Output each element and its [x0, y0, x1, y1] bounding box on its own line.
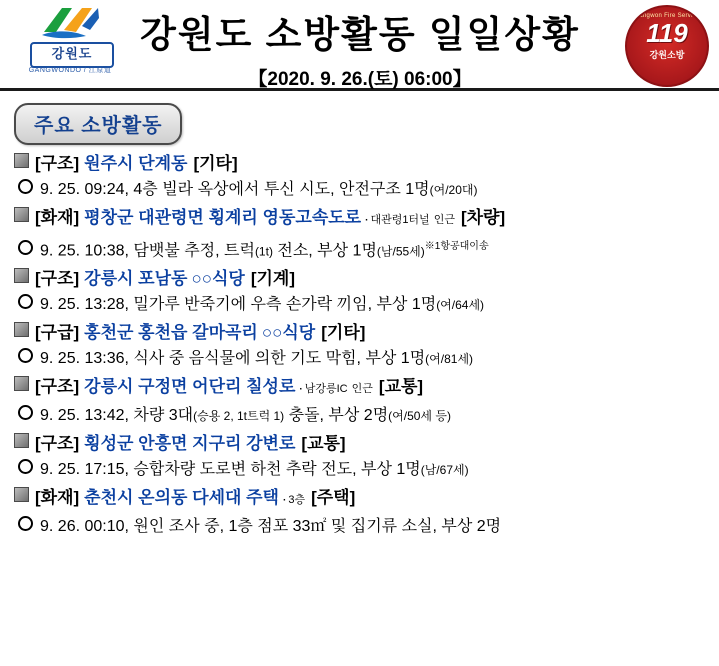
list-item — [14, 320, 711, 372]
entry-detail — [14, 177, 711, 203]
bullet-circle-icon — [18, 179, 33, 194]
entry-category: [구조] — [35, 269, 80, 289]
entry-detail — [14, 292, 711, 318]
bullet-square-icon — [14, 268, 29, 283]
entry-place: 춘천시 온의동 다세대 주택 — [84, 488, 279, 508]
bullet-square-icon — [14, 207, 29, 222]
activity-list — [0, 151, 719, 540]
fire-logo-bottom-text: 강원소방 — [649, 50, 685, 60]
list-item — [14, 205, 711, 264]
entry-place: 강릉시 포남동 — [84, 269, 188, 289]
entry-detail-text: 9. 25. 13:42, 차량 3대 — [40, 407, 194, 425]
entry-place: 홍천군 홍천읍 갈마곡리 — [84, 323, 258, 343]
entry-detail-text: 9. 26. 00:10, 원인 조사 중, 1층 점포 33㎡ 및 집기류 소실, 부상 2명 — [40, 518, 502, 536]
entry-place-secondary: ○○식당 — [191, 269, 245, 289]
entry-place-note: 3층 — [288, 494, 306, 507]
entry-place-note-mark: · — [365, 215, 369, 226]
entry-place-note: 남강릉IC — [304, 383, 348, 396]
entry-detail-text: 9. 25. 10:38, 담뱃불 추정, 트럭 — [40, 242, 255, 260]
bullet-circle-icon — [18, 405, 33, 420]
bullet-square-icon — [14, 487, 29, 502]
entry-detail-suffix: (여/20대) — [429, 183, 478, 197]
entry-tag: [교통] — [301, 434, 346, 454]
entry-detail-note: ※1항공대이송 — [424, 241, 489, 252]
entry-place: 강릉시 구정면 어단리 칠성로 — [84, 377, 296, 397]
entry-place-note-tail: 인근 — [433, 214, 455, 226]
entry-detail-mid2: 전소, 부상 1명 — [272, 242, 377, 260]
document-header — [0, 0, 719, 91]
report-datetime: 【2020. 9. 26.(토) 06:00】 — [248, 69, 472, 90]
entry-category: [구조] — [35, 154, 80, 173]
entry-headline — [14, 374, 711, 403]
section-header — [14, 103, 719, 145]
page-title: 강원도 소방활동 일일상황 — [140, 14, 580, 55]
entry-headline — [14, 151, 711, 177]
bullet-circle-icon — [18, 516, 33, 531]
gangwondo-emblem-icon — [42, 6, 100, 40]
entry-place-note-tail: 인근 — [351, 383, 373, 396]
list-item — [14, 431, 711, 483]
entry-detail-mid: (승용 2, 1t트럭 1) — [193, 409, 285, 424]
bullet-square-icon — [14, 322, 29, 337]
entry-detail-text: 9. 25. 13:36, 식사 중 음식물에 의한 기도 막힘, 부상 1명 — [40, 350, 426, 368]
entry-detail-text: 9. 25. 17:15, 승합차량 도로변 하천 추락 전도, 부상 1명 — [40, 461, 421, 479]
entry-detail-mid2: 충돌, 부상 2명 — [284, 407, 389, 425]
list-item — [14, 485, 711, 540]
entry-detail — [14, 234, 711, 264]
bullet-circle-icon — [18, 459, 33, 474]
entry-place-secondary: ○○식당 — [261, 323, 316, 343]
entry-category: [화재] — [35, 488, 80, 508]
entry-detail-text: 9. 25. 13:28, 밀가루 반죽기에 우측 손가락 끼임, 부상 1명 — [40, 296, 437, 314]
entry-place-note: 대관령1터널 — [370, 214, 430, 226]
entry-tag: [기계] — [250, 269, 295, 289]
entry-detail-suffix: (남/55세) — [376, 244, 425, 259]
entry-headline — [14, 320, 711, 346]
bullet-square-icon — [14, 153, 29, 168]
entry-place: 횡성군 안흥면 지구리 강변로 — [84, 434, 296, 454]
bullet-circle-icon — [18, 348, 33, 363]
entry-tag: [기타] — [321, 323, 366, 343]
entry-place: 원주시 단계동 — [84, 154, 188, 173]
entry-place-note-mark: · — [282, 495, 287, 507]
entry-tag: [차량] — [460, 208, 506, 227]
entry-category: [구조] — [35, 377, 80, 397]
entry-detail — [14, 514, 711, 540]
entry-detail-suffix: (남/67세) — [420, 463, 469, 478]
entry-place-note-mark: · — [299, 384, 303, 396]
bullet-circle-icon — [18, 240, 33, 255]
entry-category: [화재] — [35, 208, 80, 227]
gangwondo-logo-sub: GANGWONDO / 江原道 — [28, 67, 112, 74]
entry-tag: [교통] — [378, 377, 424, 397]
bullet-square-icon — [14, 433, 29, 448]
title-block — [120, 0, 600, 91]
fire-logo-top-text: Gangwon Fire Service — [634, 13, 700, 19]
entry-detail-text: 9. 25. 09:24, 4층 빌라 옥상에서 투신 시도, 안전구조 1명 — [40, 181, 430, 198]
section-badge-main-activities: 주요 소방활동 — [14, 103, 182, 145]
list-item — [14, 374, 711, 429]
entry-detail-mid: (1t) — [254, 244, 273, 259]
gangwon-fire-service-logo — [625, 5, 709, 87]
entry-tag: [기타] — [193, 154, 238, 173]
entry-detail — [14, 403, 711, 429]
entry-tag: [주택] — [311, 488, 356, 508]
fire-logo-number: 119 — [646, 18, 688, 48]
entry-headline — [14, 266, 711, 292]
bullet-circle-icon — [18, 294, 33, 309]
list-item — [14, 266, 711, 318]
entry-category: [구조] — [35, 434, 80, 454]
entry-detail-suffix: (여/64세) — [436, 298, 485, 313]
entry-headline — [14, 485, 711, 514]
list-item — [14, 151, 711, 203]
entry-place: 평창군 대관령면 횡계리 영동고속도로 — [84, 208, 362, 227]
entry-detail — [14, 457, 711, 483]
entry-headline — [14, 205, 711, 234]
gangwondo-logo-name: 강원도 — [30, 42, 114, 68]
entry-detail-suffix: (여/50세 등) — [388, 409, 451, 424]
gangwondo-logo — [12, 6, 122, 80]
entry-detail-suffix: (여/81세) — [425, 352, 474, 367]
entry-detail — [14, 346, 711, 372]
bullet-square-icon — [14, 376, 29, 391]
entry-headline — [14, 431, 711, 457]
entry-category: [구급] — [35, 323, 80, 343]
